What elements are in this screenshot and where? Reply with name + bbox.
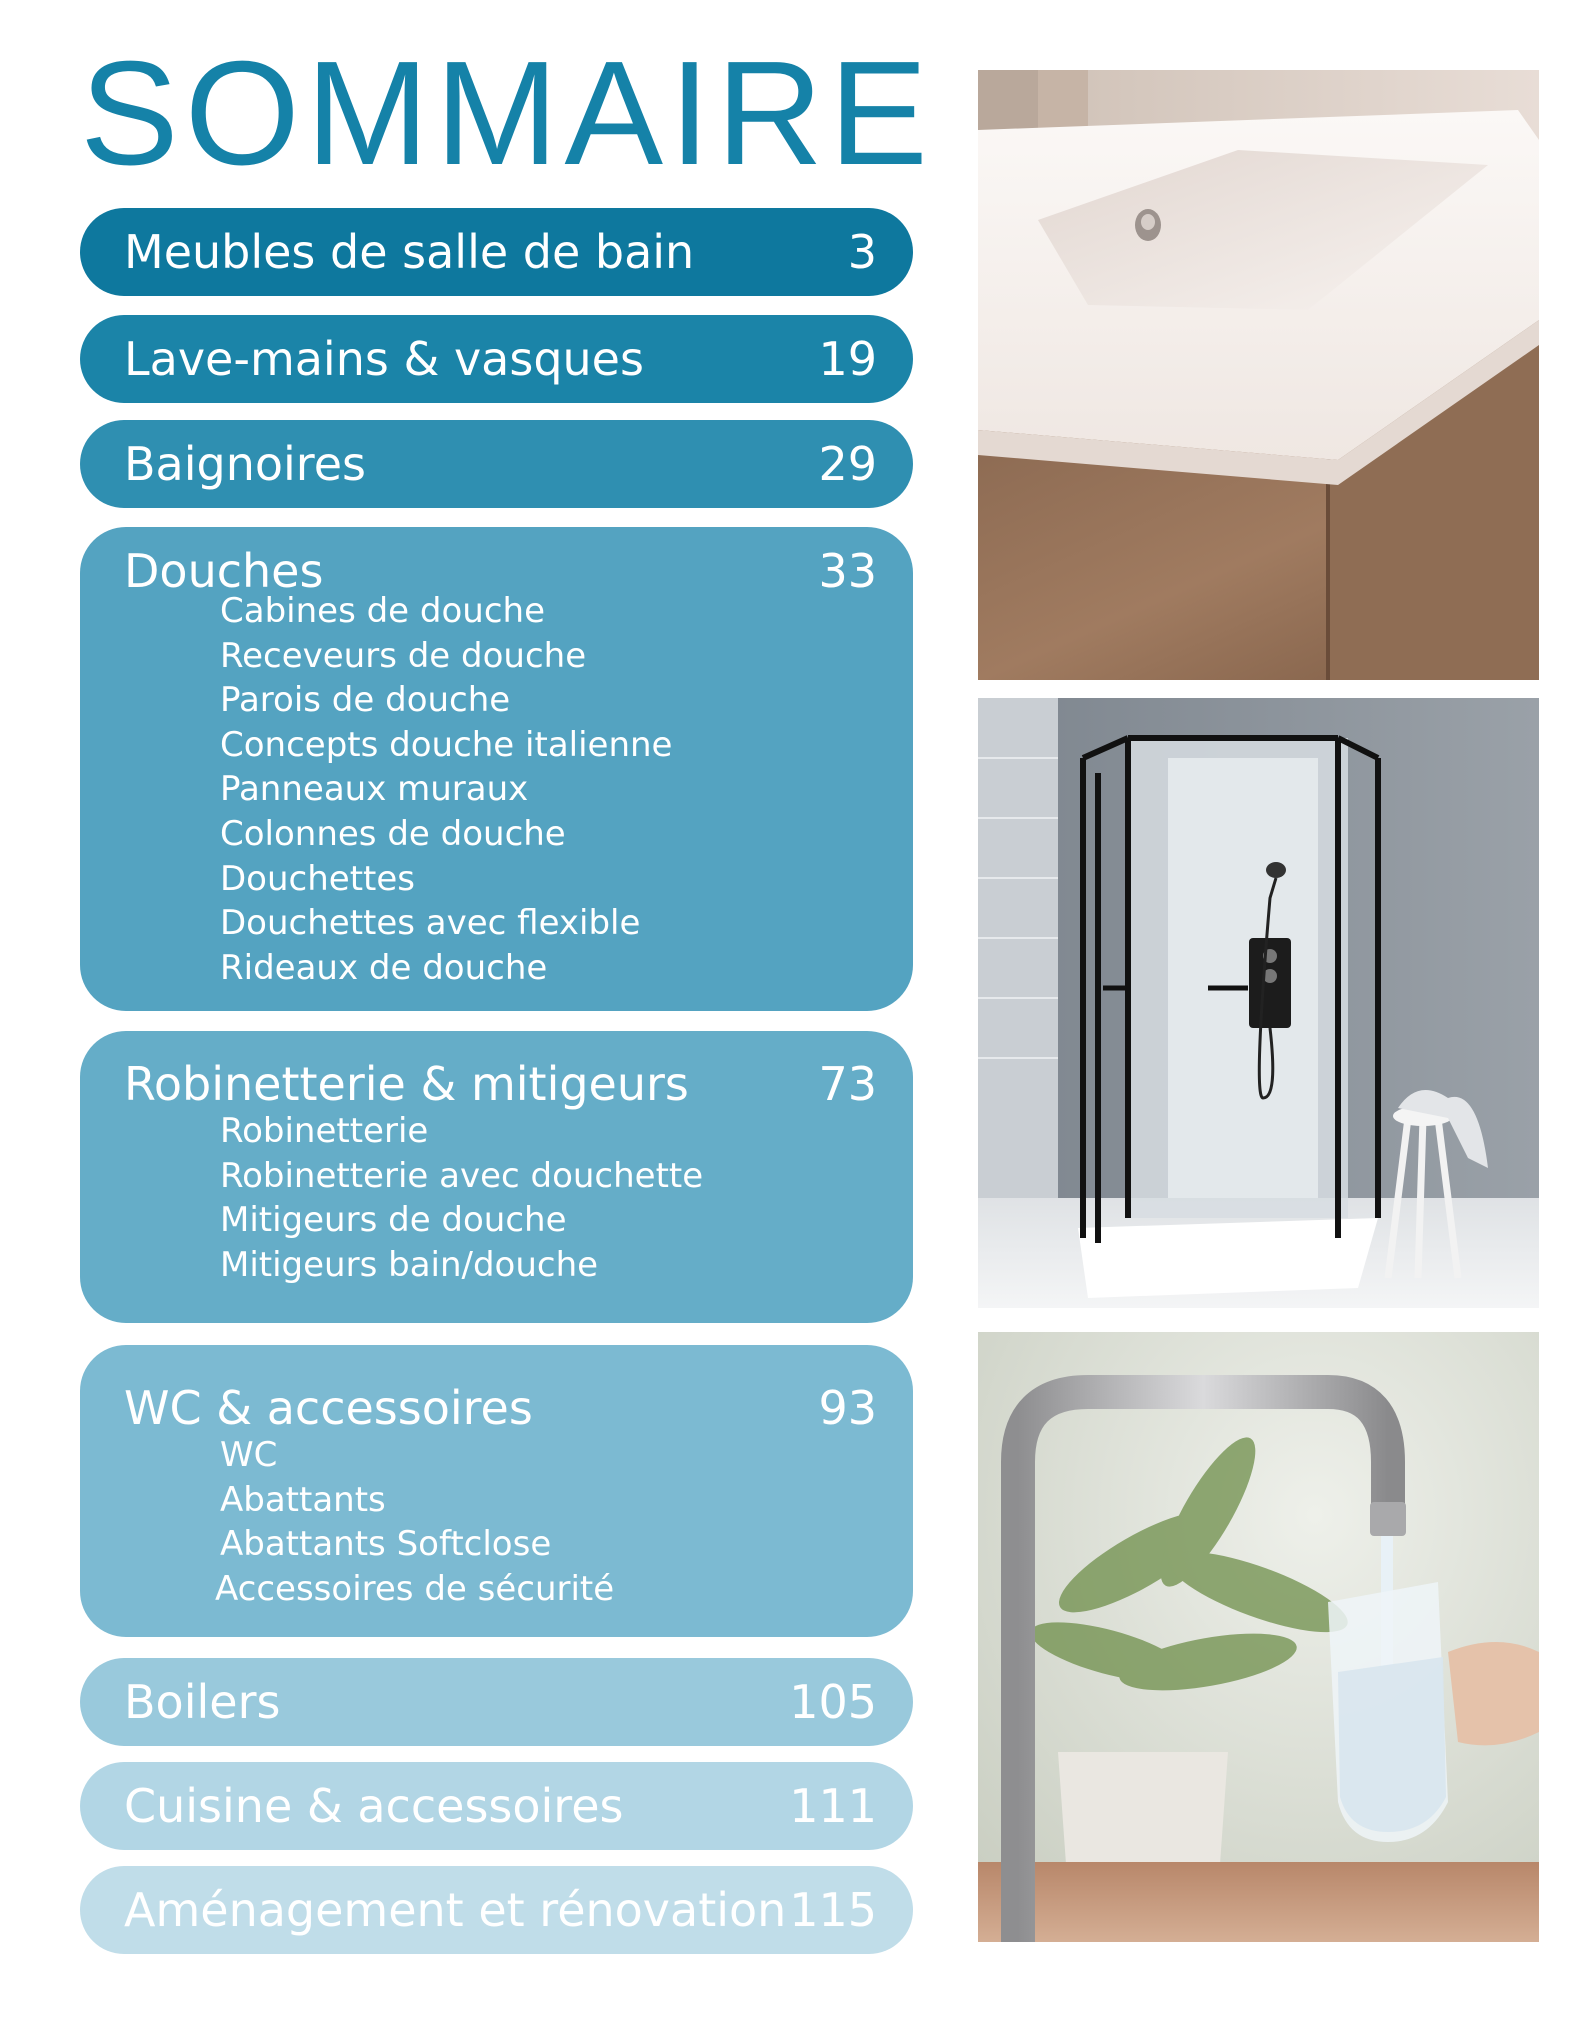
washbasin-photo xyxy=(978,70,1539,680)
toc-subitem[interactable]: Mitigeurs de douche xyxy=(220,1200,567,1241)
toc-item-page: 105 xyxy=(789,1675,877,1729)
toc-subitem-list xyxy=(215,1433,893,1611)
toc-item-label: Boilers xyxy=(124,1675,281,1729)
toc-item-boilers[interactable] xyxy=(80,1658,913,1746)
toc-subitem[interactable]: Accessoires de sécurité xyxy=(215,1568,615,1609)
toc-subitem[interactable]: Parois de douche xyxy=(220,680,511,721)
toc-subitem[interactable]: Receveurs de douche xyxy=(220,635,587,676)
toc-item-baignoires[interactable] xyxy=(80,420,913,508)
toc-item-meubles[interactable] xyxy=(80,208,913,296)
toc-item-lave-mains[interactable] xyxy=(80,315,913,403)
toc-subitem[interactable]: Robinetterie xyxy=(220,1111,429,1151)
toc-item-page: 29 xyxy=(818,437,877,491)
toc-item-page: 111 xyxy=(789,1779,877,1833)
toc-item-wc[interactable] xyxy=(80,1345,913,1637)
toc-item-label: Robinetterie & mitigeurs xyxy=(124,1057,689,1111)
toc-subitem[interactable]: Robinetterie avec douchette xyxy=(220,1155,704,1196)
toc-item-label: Baignoires xyxy=(124,437,366,491)
page-title: SOMMAIRE xyxy=(80,31,934,196)
toc-item-page: 19 xyxy=(818,332,877,386)
toc-item-page: 3 xyxy=(847,225,877,279)
toc-subitem[interactable]: Mitigeurs bain/douche xyxy=(220,1244,599,1285)
washbasin-image xyxy=(978,70,1539,680)
kitchen-tap-photo xyxy=(978,1332,1539,1942)
toc-item-page: 93 xyxy=(818,1381,877,1435)
toc-subitem-list xyxy=(220,1109,893,1287)
toc-item-label: Douches xyxy=(124,544,324,598)
toc-subitem[interactable]: Abattants Softclose xyxy=(220,1524,552,1565)
toc-subitem[interactable]: Cabines de douche xyxy=(220,591,545,631)
kitchen-tap-image xyxy=(978,1332,1539,1942)
toc-item-label: Lave-mains & vasques xyxy=(124,332,644,386)
toc-subitem[interactable]: Colonnes de douche xyxy=(220,813,566,854)
toc-item-label: Cuisine & accessoires xyxy=(124,1779,624,1833)
toc-item-douches[interactable] xyxy=(80,527,913,1011)
toc-subitem[interactable]: Rideaux de douche xyxy=(220,947,548,988)
toc-item-amenagement[interactable] xyxy=(80,1866,913,1954)
toc-subitem[interactable]: Panneaux muraux xyxy=(220,769,529,810)
toc-subitem[interactable]: Abattants xyxy=(220,1479,386,1520)
toc-subitem-list xyxy=(220,589,893,990)
toc-item-cuisine[interactable] xyxy=(80,1762,913,1850)
toc-item-robinetterie[interactable] xyxy=(80,1031,913,1323)
toc-item-label: Meubles de salle de bain xyxy=(124,225,695,279)
toc-item-page: 115 xyxy=(789,1883,877,1937)
toc-item-page: 73 xyxy=(818,1057,877,1111)
shower-cabin-image xyxy=(978,698,1539,1308)
shower-cabin-photo xyxy=(978,698,1539,1308)
toc-item-page: 33 xyxy=(818,544,877,598)
toc-subitem[interactable]: Concepts douche italienne xyxy=(220,724,673,765)
toc-subitem[interactable]: Douchettes avec flexible xyxy=(220,903,641,944)
toc-item-label: WC & accessoires xyxy=(124,1381,533,1435)
toc-subitem[interactable]: Douchettes xyxy=(220,858,415,899)
toc-item-label: Aménagement et rénovation xyxy=(124,1883,787,1937)
toc-subitem[interactable]: WC xyxy=(220,1435,278,1475)
